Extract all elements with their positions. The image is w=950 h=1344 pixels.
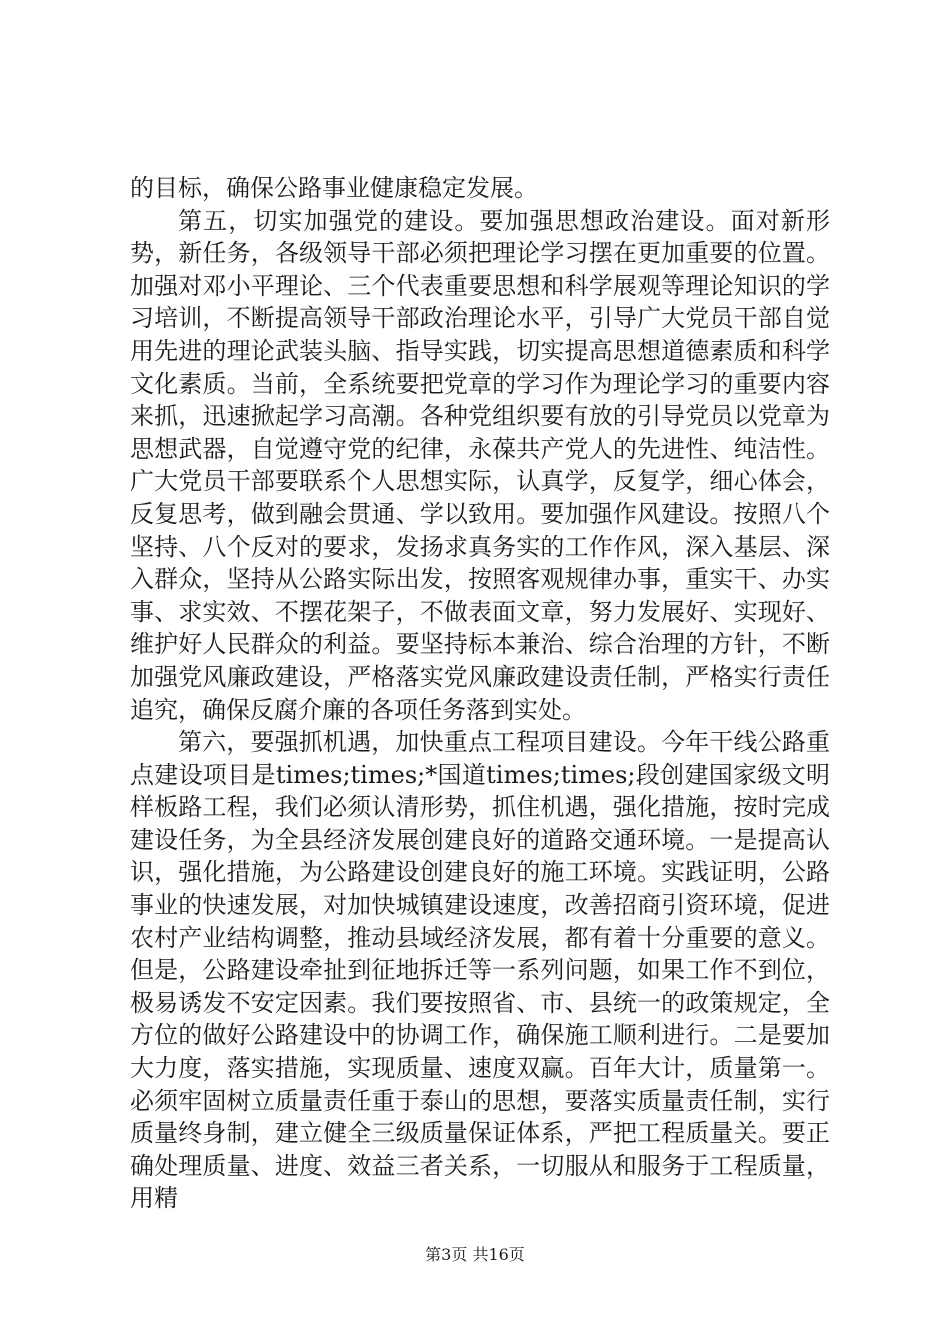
page-number-footer: 第3页 共16页	[425, 1245, 525, 1264]
paragraph-party-building: 第五，切实加强党的建设。要加强思想政治建设。面对新形势，新任务，各级领导干部必须把理论学习摆在更加重要的位置。加强对邓小平理论、三个代表重要思想和科学展观等理论知识的学习培训，不断提高领导干部政治理论水平，引导广大党员干部自觉用先进的理论武装头脑、指导实践，切实提高思想道德素质和科学文化素质。当前，全系统要把党章的学习作为理论学习的重要内容来抓，迅速掀起学习高潮。各种党组织要有放的引导党员以党章为思想武器，自觉遵守党的纪律，永葆共产党人的先进性、纯洁性。广大党员干部要联系个人思想实际，认真学，反复学，细心体会，反复思考，做到融会贯通、学以致用。要加强作风建设。按照八个坚持、八个反对的要求，发扬求真务实的工作作风，深入基层、深入群众，坚持从公路实际出发，按照客观规律办事，重实干、办实事、求实效、不摆花架子，不做表面文章，努力发展好、实现好、维护好人民群众的利益。要坚持标本兼治、综合治理的方针，不断加强党风廉政建设，严格落实党风廉政建设责任制，严格实行责任追究，确保反腐介廉的各项任务落到实处。	[130, 206, 830, 724]
paragraph-continuation: 的目标，确保公路事业健康稳定发展。	[130, 174, 538, 202]
document-body	[130, 172, 830, 1215]
paragraph-key-projects: 第六，要强抓机遇，加快重点工程项目建设。今年干线公路重点建设项目是times;times;*国道times;times;段创建国家级文明样板路工程，我们必须认清形势，抓住机遇，强化措施，按时完成建设任务，为全县经济发展创建良好的道路交通环境。一是提高认识，强化措施，为公路建设创建良好的施工环境。实践证明，公路事业的快速发展，对加快城镇建设速度，改善招商引资环境，促进农村产业结构调整，推动县域经济发展，都有着十分重要的意义。但是，公路建设牵扯到征地拆迁等一系列问题，如果工作不到位，极易诱发不安定因素。我们要按照省、市、县统一的政策规定，全方位的做好公路建设中的协调工作，确保施工顺利进行。二是要加大力度，落实措施，实现质量、速度双赢。百年大计，质量第一。必须牢固树立质量责任重于泰山的思想，要落实质量责任制，实行质量终身制，建立健全三级质量保证体系，严把工程质量关。要正确处理质量、进度、效益三者关系，一切服从和服务于工程质量，用精	[130, 728, 830, 1213]
